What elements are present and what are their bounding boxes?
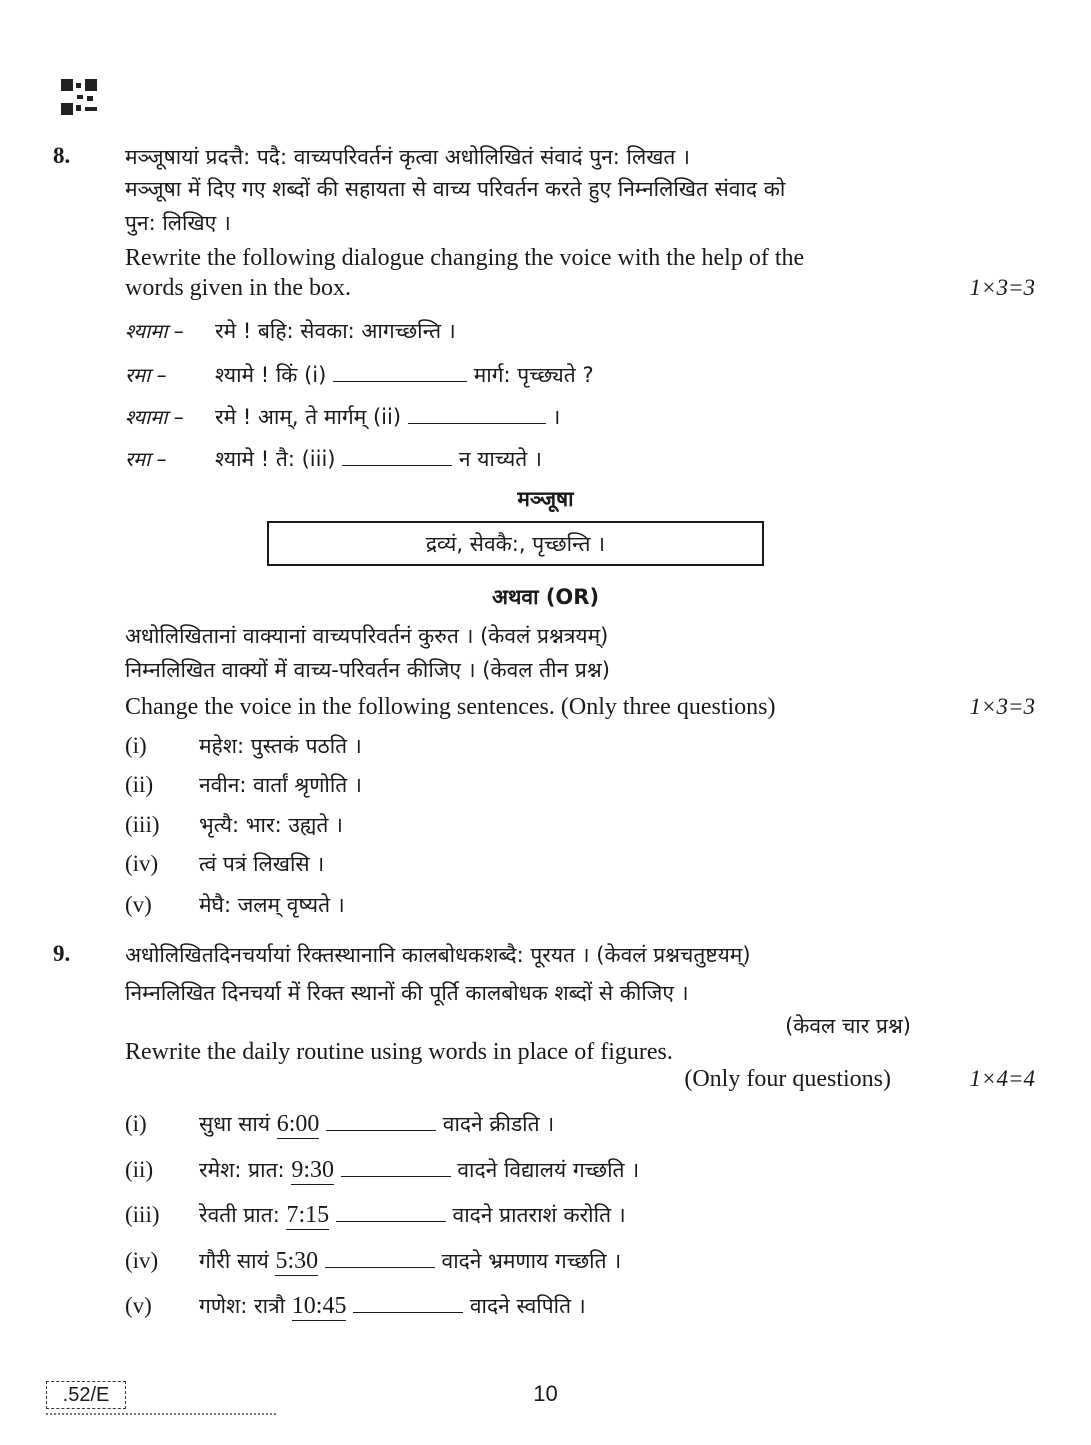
dialogue-text: रमे ! आम्, ते मार्गम् (ii): [215, 405, 402, 429]
speaker: रमा –: [125, 447, 167, 471]
time-figure: 6:00: [276, 1111, 320, 1137]
routine-item: (iii) रेवती प्रात: 7:15 वादने प्रातराशं करोति ।: [125, 1202, 626, 1228]
answer-blank[interactable]: [333, 363, 467, 382]
instruction-hindi-line-2: पुन: लिखिए ।: [125, 211, 231, 235]
instruction-hindi-line-2: (केवल चार प्रश्न): [785, 1014, 911, 1038]
or-instruction-hindi: निम्नलिखित वाक्यों में वाच्य-परिवर्तन कीजिए । (केवल तीन प्रश्न): [125, 658, 610, 682]
instruction-hindi-line-1: निम्नलिखित दिनचर्या में रिक्त स्थानों की पूर्ति कालबोधक शब्दों से कीजिए ।: [125, 981, 689, 1005]
question-number: 9.: [53, 941, 71, 966]
time-figure: 9:30: [291, 1157, 334, 1183]
or-label: अथवा (OR): [491, 585, 600, 609]
answer-blank[interactable]: [336, 1203, 446, 1222]
or-instruction-english: Change the voice in the following sentences. (Only three questions): [125, 694, 776, 720]
routine-item: (iv) गौरी सायं 5:30 वादने भ्रमणाय गच्छति ।: [125, 1248, 622, 1274]
dialogue-line-4: [125, 445, 542, 473]
dialogue-text: ।: [552, 405, 561, 429]
instruction-english-line-1: Rewrite the following dialogue changing the voice with the help of the: [125, 245, 805, 271]
box-words: द्रव्यं, सेवकै:, पृच्छन्ति ।: [425, 532, 606, 556]
time-figure: 7:15: [286, 1202, 330, 1228]
dialogue-text: श्यामे ! किं (i): [215, 363, 327, 387]
answer-blank[interactable]: [342, 447, 452, 466]
page-number: 10: [533, 1381, 558, 1406]
instruction-sanskrit: अधोलिखितदिनचर्यायां रिक्तस्थानानि कालबोधकशब्दै: पूरयत । (केवलं प्रश्नचतुष्टयम्): [125, 943, 751, 967]
footer-divider: [46, 1413, 276, 1418]
list-item: (i) महेश: पुस्तकं पठति ।: [125, 733, 362, 758]
dialogue-line-1: [125, 317, 456, 345]
qr-code-icon: [61, 79, 97, 115]
routine-item: (v) गणेश: रात्रौ 10:45 वादने स्वपिति ।: [125, 1293, 586, 1319]
paper-code: .52/E: [46, 1381, 126, 1409]
time-figure: 10:45: [291, 1293, 347, 1319]
marks: 1×4=4: [969, 1066, 1035, 1091]
answer-blank[interactable]: [326, 1112, 436, 1131]
or-marks: 1×3=3: [969, 694, 1035, 719]
word-box: [267, 521, 764, 566]
question-number: 8.: [53, 143, 71, 168]
instruction-english-line-2: (Only four questions): [684, 1066, 891, 1092]
speaker: श्यामा –: [125, 319, 184, 343]
answer-blank[interactable]: [341, 1158, 451, 1177]
instruction-sanskrit: मञ्जूषायां प्रदत्तै: पदै: वाच्यपरिवर्तनं कृत्वा अधोलिखितं संवादं पुन: लिखत ।: [125, 145, 690, 169]
speaker: रमा –: [125, 363, 167, 387]
list-item: (iii) भृत्यै: भार: उह्यते ।: [125, 812, 343, 837]
list-item: (v) मेघै: जलम् वृष्यते ।: [125, 892, 345, 917]
answer-blank[interactable]: [325, 1249, 435, 1268]
dialogue-text: मार्ग: पृच्छ्यते ?: [473, 363, 594, 387]
dialogue-text: न याच्यते ।: [458, 447, 542, 471]
list-item: (ii) नवीन: वार्तां श्रृणोति ।: [125, 772, 362, 797]
time-figure: 5:30: [275, 1248, 319, 1274]
dialogue-text: रमे ! बहि: सेवका: आगच्छन्ति ।: [215, 319, 456, 343]
instruction-english-line-2: words given in the box.: [125, 275, 351, 301]
instruction-hindi-line-1: मञ्जूषा में दिए गए शब्दों की सहायता से वाच्य परिवर्तन करते हुए निम्नलिखित संवाद को: [125, 177, 786, 201]
dialogue-line-3: [125, 403, 560, 431]
or-instruction-sanskrit: अधोलिखितानां वाक्यानां वाच्यपरिवर्तनं कुरुत । (केवलं प्रश्नत्रयम्): [125, 624, 609, 648]
box-title: मञ्जूषा: [517, 487, 574, 511]
instruction-english-line-1: Rewrite the daily routine using words in place of figures.: [125, 1039, 673, 1065]
routine-item: (ii) रमेश: प्रात: 9:30 वादने विद्यालयं गच्छति ।: [125, 1157, 640, 1183]
answer-blank[interactable]: [408, 405, 546, 424]
dialogue-text: श्यामे ! तै: (iii): [215, 447, 336, 471]
marks: 1×3=3: [969, 275, 1035, 300]
list-item: (iv) त्वं पत्रं लिखसि ।: [125, 851, 325, 876]
speaker: श्यामा –: [125, 405, 184, 429]
routine-item: (i) सुधा सायं 6:00 वादने क्रीडति ।: [125, 1111, 555, 1137]
answer-blank[interactable]: [353, 1294, 463, 1313]
dialogue-line-2: [125, 361, 594, 389]
